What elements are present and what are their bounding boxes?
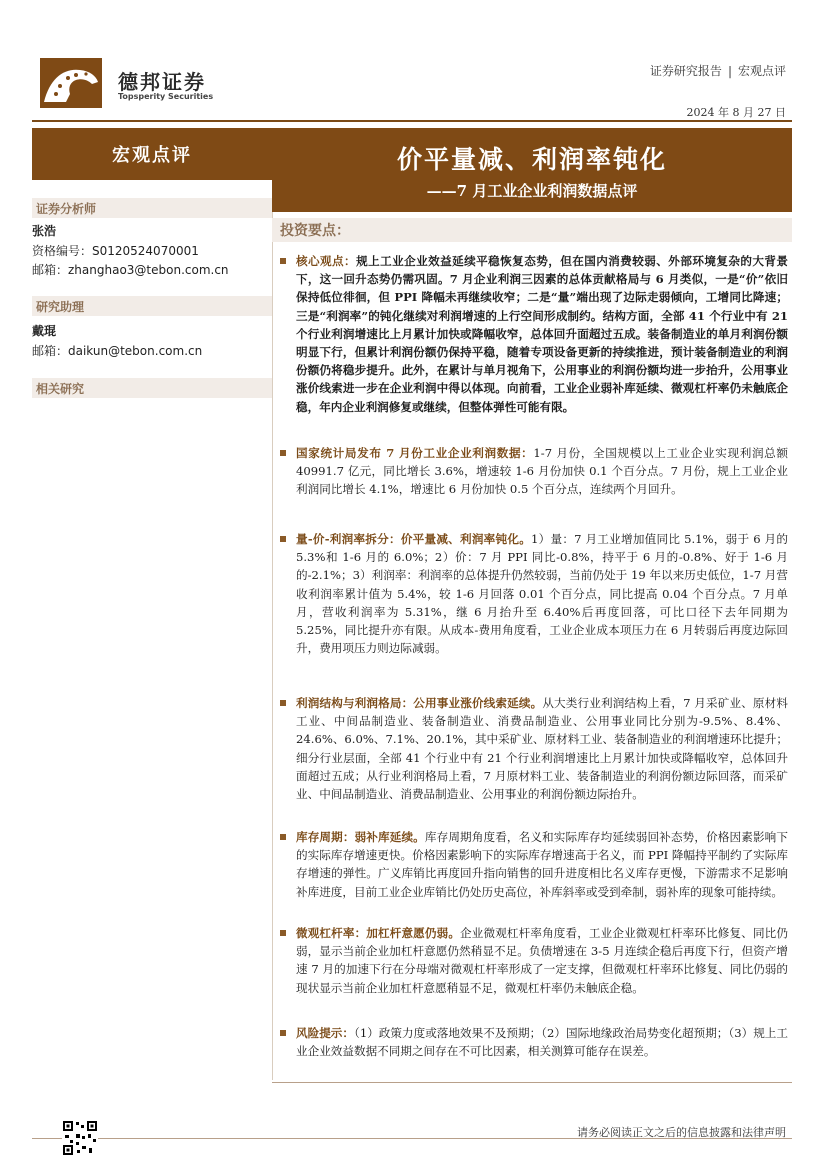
point-lead: 核心观点： bbox=[296, 254, 357, 268]
list-item bbox=[280, 694, 788, 803]
section-banner: 宏观点评 bbox=[32, 128, 272, 180]
analyst-heading: 证券分析师 bbox=[32, 198, 272, 218]
invest-points-heading: 投资要点： bbox=[272, 218, 792, 242]
bullet-icon bbox=[280, 930, 286, 936]
report-date: 2024 年 8 月 27 日 bbox=[686, 106, 786, 119]
point-body: 1）量：7 月工业增加值同比 5.1%，弱于 6 月的 5.3%和 1-6 月的 6.0%；2）价：7 月 PPI 同比-0.8%，持平于 6 月的-0.8%、好于 1-6 月的-2.1%；3）利润率：利润率的总体提升仍然较弱，当前仍处于 19 年以来历史低位，1-7 月营收利润率累计值为 5.4%，较 1-6 月回落 0.01 个百分点，同比提高 0.04 个百分点。7 月单月，营收利润率为 5.31%，继 6 月抬升至 6.40%后再度回落，可比口径下去年同期为 5.25%，同比提升亦有限。从成本-费用角度看，工业企业成本项压力在 6 月转弱后再度边际回升，费用项压力则边际减弱。 bbox=[296, 532, 788, 656]
bullet-icon bbox=[280, 536, 286, 542]
list-item bbox=[280, 444, 788, 499]
bullet-icon bbox=[280, 258, 286, 264]
company-name-cn: 德邦证券 bbox=[118, 70, 206, 94]
bullet-icon bbox=[280, 700, 286, 706]
point-lead: 量-价-利润率拆分：价平量减、利润率钝化。 bbox=[296, 532, 532, 546]
qr-code-icon bbox=[62, 1120, 98, 1156]
point-body: （1）政策力度或落地效果不及预期；（2）国际地缘政治局势变化超预期；（3）规上工业企业效益数据不同期之间存在不可比因素，相关测算可能存在误差。 bbox=[296, 1026, 788, 1059]
list-item bbox=[280, 924, 788, 997]
column-divider bbox=[272, 212, 273, 1080]
point-lead: 微观杠杆率：加杠杆意愿仍弱。 bbox=[296, 926, 461, 940]
bullet-icon bbox=[280, 834, 286, 840]
point-lead: 利润结构与利润格局：公用事业涨价线索延续。 bbox=[296, 696, 543, 710]
list-item bbox=[280, 530, 788, 657]
disclaimer-note: 请务必阅读正文之后的信息披露和法律声明 bbox=[577, 1126, 786, 1139]
point-lead: 库存周期：弱补库延续。 bbox=[296, 830, 425, 844]
report-type: 证券研究报告 bbox=[649, 64, 722, 78]
point-body: 库存周期角度看，名义和实际库存均延续弱回补态势，价格因素影响下的实际库存增速更快。价格因素影响下的实际库存增速高于名义，而 PPI 降幅持平制约了实际库存增速的弹性。广义库销比再度回升指向销售的回升进度相比名义库存更慢，下游需求不足影响补库进度，目前工业企业库销比仍处历史高位，补库斜率或受到牵制，弱补库的现象可能持续。 bbox=[296, 830, 788, 899]
bullet-icon bbox=[280, 450, 286, 456]
report-title: 价平量减、利润率钝化 bbox=[396, 145, 667, 174]
list-item bbox=[280, 1024, 788, 1060]
analyst-cert: 资格编号：S0120524070001 bbox=[32, 244, 199, 258]
point-lead: 风险提示： bbox=[296, 1026, 355, 1040]
report-tags bbox=[650, 62, 786, 79]
company-name-en: Topsperity Securities bbox=[118, 92, 214, 101]
point-body: 1-7 月份，全国规模以上工业企业实现利润总额 40991.7 亿元，同比增长 3.6%，增速较 1-6 月份加快 0.1 个百分点。7 月份，规上工业企业利润同比增长 4.1%，增速比 6 月份加快 0.5 个百分点，连续两个月回升。 bbox=[296, 446, 788, 497]
point-body: 从大类行业利润结构上看，7 月采矿业、原材料工业、中间品制造业、装备制造业、消费品制造业、公用事业同比分别为-9.5%、8.4%、24.6%、6.0%、7.1%、20.1%，其中采矿业、原材料工业、装备制造业的利润增速环比提升；细分行业层面，全部 41 个行业中有 21 个行业利润增速比上月累计加快或降幅收窄，总体回升面超过五成；从行业利润格局上看，7 月原材料工业、装备制造业的利润份额边际回落，而采矿业、中间品制造业、消费品制造业、公用事业的利润份额边际抬升。 bbox=[296, 696, 788, 802]
point-body: 企业微观杠杆率角度看，工业企业微观杠杆率环比修复、同比仍弱，显示当前企业加杠杆意愿仍然稍显不足。负债增速在 3-5 月连续企稳后再度下行，但资产增速 7 月的加速下行在分母端对微观杠杆率形成了一定支撑，但微观杠杆率环比修复、同比仍弱的现状显示当前企业加杠杆意愿稍显不足，微观杠杆率仍未触底企稳。 bbox=[296, 926, 788, 995]
list-item bbox=[280, 828, 788, 901]
analyst-email[interactable]: 邮箱：zhanghao3@tebon.com.cn bbox=[32, 263, 229, 277]
list-item bbox=[280, 252, 788, 416]
point-lead: 国家统计局发布 7 月份工业企业利润数据： bbox=[296, 446, 534, 460]
point-body: 规上工业企业效益延续平稳恢复态势，但在国内消费较弱、外部环境复杂的大背景下，这一回升态势仍需巩固。7 月企业利润三因素的总体贡献格局与 6 月类似，一是“价”依旧保持低位徘徊，但 PPI 降幅未再继续收窄；二是“量”端出现了边际走弱倾向，工增同比降速；三是“利润率”的钝化继续对利润增速的上行空间形成制约。结构方面，全部 41 个行业中有 21 个行业利润增速比上月累计加快或降幅收窄，总体回升面超过五成。装备制造业的单月利润份额明显下行，但累计利润份额仍保持平稳，随着专项设备更新的持续推进，预计装备制造业的利润份额仍将稳步提升。此外，在累计与单月视角下，公用事业的利润份额均进一步抬升，公用事业涨价线索进一步在企业利润中得以体现。向前看，工业企业弱补库延续、微观杠杆率仍未触底企稳，年内企业利润修复或继续，但整体弹性可能有限。 bbox=[296, 254, 788, 414]
leopard-logo-icon bbox=[40, 58, 102, 108]
header-divider bbox=[32, 120, 792, 122]
assistant-name: 戴琨 bbox=[32, 324, 57, 338]
analyst-name: 张浩 bbox=[32, 224, 57, 238]
title-banner bbox=[272, 128, 792, 212]
tag-separator: | bbox=[727, 64, 732, 78]
report-subtitle: ——7 月工业企业利润数据点评 bbox=[426, 182, 638, 200]
report-category: 宏观点评 bbox=[737, 64, 786, 78]
bullet-icon bbox=[280, 1030, 286, 1036]
assistant-email[interactable]: 邮箱：daikun@tebon.com.cn bbox=[32, 344, 203, 358]
content-end-divider bbox=[272, 1082, 792, 1083]
assistant-heading: 研究助理 bbox=[32, 296, 272, 316]
related-research-heading: 相关研究 bbox=[32, 378, 272, 398]
